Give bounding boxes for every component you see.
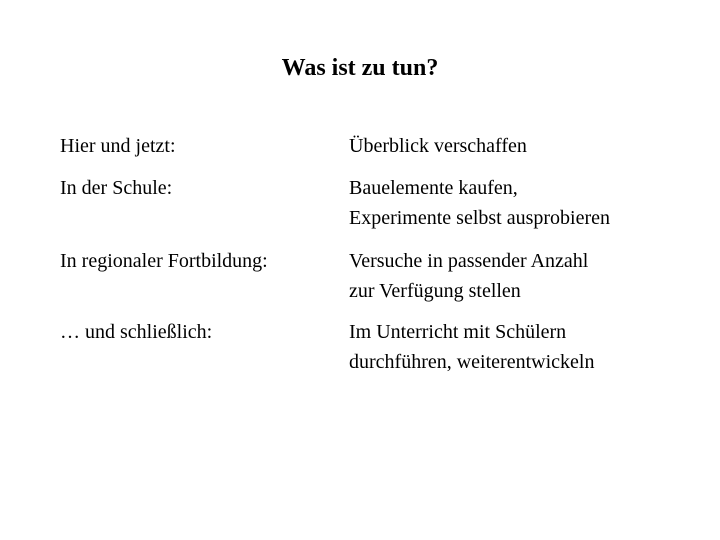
slide-title: Was ist zu tun? xyxy=(281,55,439,81)
task-row-description-line: Versuche in passender Anzahl xyxy=(349,250,589,272)
task-row-description xyxy=(349,131,709,161)
task-row-description-line: durchführen, weiterentwickeln xyxy=(349,351,595,373)
task-row-description-line: zur Verfügung stellen xyxy=(349,280,521,302)
task-row-description-line: Überblick verschaffen xyxy=(349,135,527,157)
task-row-description-line: Im Unterricht mit Schülern xyxy=(349,321,567,343)
task-row-label: … und schließlich: xyxy=(60,321,213,343)
task-row-description-line: Bauelemente kaufen, xyxy=(349,177,518,199)
task-row-description xyxy=(349,173,709,233)
task-row-label: In regionaler Fortbildung: xyxy=(60,250,268,272)
task-row-description xyxy=(349,317,709,377)
task-row-label: Hier und jetzt: xyxy=(60,135,176,157)
task-row-label: In der Schule: xyxy=(60,177,173,199)
task-row-description xyxy=(349,246,709,306)
task-row-description-line: Experimente selbst ausprobieren xyxy=(349,207,611,229)
